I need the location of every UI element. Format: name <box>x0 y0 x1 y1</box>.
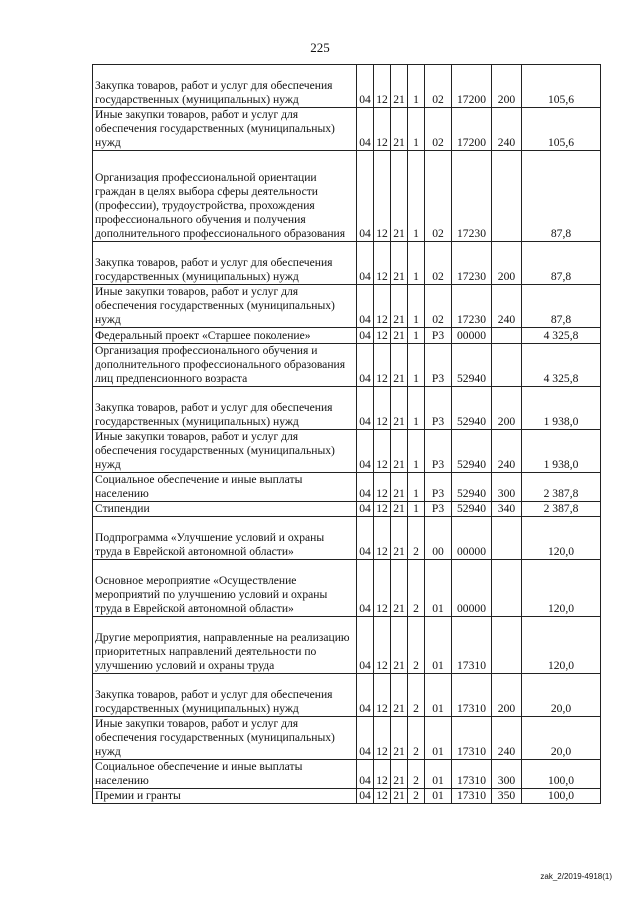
table-row <box>93 717 601 760</box>
code-section: 04 <box>357 328 374 344</box>
code-subprogram: 1 <box>408 151 425 242</box>
row-amount: 2 387,8 <box>522 473 601 502</box>
row-name: Федеральный проект «Старшее поколение» <box>93 328 357 344</box>
table-row <box>93 617 601 674</box>
code-subsection: 12 <box>374 344 391 387</box>
table-row <box>93 560 601 617</box>
code-event: 02 <box>425 65 452 108</box>
code-expense-type: 200 <box>492 674 522 717</box>
table-row <box>93 108 601 151</box>
code-expense-type: 240 <box>492 108 522 151</box>
code-subprogram: 1 <box>408 502 425 517</box>
row-name: Закупка товаров, работ и услуг для обеспечения государственных (муниципальных) нужд <box>93 242 357 285</box>
code-event: P3 <box>425 502 452 517</box>
code-subprogram: 2 <box>408 717 425 760</box>
code-program: 21 <box>391 328 408 344</box>
code-program: 21 <box>391 65 408 108</box>
budget-table <box>92 64 601 804</box>
code-subsection: 12 <box>374 285 391 328</box>
table-row <box>93 387 601 430</box>
code-expense-type <box>492 344 522 387</box>
code-program: 21 <box>391 789 408 804</box>
code-subprogram: 1 <box>408 242 425 285</box>
code-section: 04 <box>357 151 374 242</box>
code-program: 21 <box>391 560 408 617</box>
code-section: 04 <box>357 517 374 560</box>
row-name: Подпрограмма «Улучшение условий и охраны труда в Еврейской автономной области» <box>93 517 357 560</box>
code-subsection: 12 <box>374 789 391 804</box>
code-direction: 17230 <box>452 151 492 242</box>
code-event: 02 <box>425 108 452 151</box>
row-name: Иные закупки товаров, работ и услуг для обеспечения государственных (муниципальных) нужд <box>93 108 357 151</box>
code-event: 01 <box>425 617 452 674</box>
code-subsection: 12 <box>374 560 391 617</box>
row-amount: 87,8 <box>522 151 601 242</box>
table-row <box>93 430 601 473</box>
row-amount: 87,8 <box>522 285 601 328</box>
code-event: 01 <box>425 560 452 617</box>
code-direction: 17230 <box>452 285 492 328</box>
row-name: Другие мероприятия, направленные на реализацию приоритетных направлений деятельности по улучшению условий и охраны труда <box>93 617 357 674</box>
code-direction: 52940 <box>452 430 492 473</box>
row-name: Организация профессиональной ориентации граждан в целях выбора сферы деятельности (профессии), трудоустройства, прохождения профессионального обучения и получения дополнительного профессионального образования <box>93 151 357 242</box>
code-event: 01 <box>425 789 452 804</box>
code-section: 04 <box>357 285 374 328</box>
code-subsection: 12 <box>374 328 391 344</box>
code-direction: 17200 <box>452 65 492 108</box>
code-expense-type: 300 <box>492 473 522 502</box>
code-event: P3 <box>425 387 452 430</box>
code-section: 04 <box>357 242 374 285</box>
code-section: 04 <box>357 430 374 473</box>
table-row <box>93 674 601 717</box>
code-subsection: 12 <box>374 242 391 285</box>
code-event: P3 <box>425 328 452 344</box>
code-subprogram: 1 <box>408 344 425 387</box>
code-direction: 00000 <box>452 517 492 560</box>
code-section: 04 <box>357 344 374 387</box>
code-expense-type <box>492 617 522 674</box>
row-name: Премии и гранты <box>93 789 357 804</box>
row-amount: 105,6 <box>522 108 601 151</box>
code-event: 02 <box>425 151 452 242</box>
document-code: zak_2/2019-4918(1) <box>540 872 612 881</box>
row-amount: 120,0 <box>522 560 601 617</box>
code-direction: 17310 <box>452 789 492 804</box>
code-event: P3 <box>425 430 452 473</box>
code-program: 21 <box>391 242 408 285</box>
code-subprogram: 1 <box>408 108 425 151</box>
row-name: Стипендии <box>93 502 357 517</box>
code-expense-type <box>492 560 522 617</box>
code-subprogram: 2 <box>408 789 425 804</box>
code-event: P3 <box>425 344 452 387</box>
code-program: 21 <box>391 674 408 717</box>
code-section: 04 <box>357 65 374 108</box>
row-amount: 2 387,8 <box>522 502 601 517</box>
code-section: 04 <box>357 674 374 717</box>
code-subsection: 12 <box>374 674 391 717</box>
code-section: 04 <box>357 108 374 151</box>
table-row <box>93 328 601 344</box>
row-name: Закупка товаров, работ и услуг для обеспечения государственных (муниципальных) нужд <box>93 387 357 430</box>
code-subprogram: 2 <box>408 674 425 717</box>
row-name: Организация профессионального обучения и дополнительного профессионального образования лиц предпенсионного возраста <box>93 344 357 387</box>
code-subprogram: 1 <box>408 387 425 430</box>
table-row <box>93 760 601 789</box>
code-section: 04 <box>357 387 374 430</box>
table-row <box>93 151 601 242</box>
code-expense-type <box>492 328 522 344</box>
code-event: 01 <box>425 717 452 760</box>
code-subsection: 12 <box>374 473 391 502</box>
code-section: 04 <box>357 760 374 789</box>
row-amount: 120,0 <box>522 617 601 674</box>
code-subsection: 12 <box>374 760 391 789</box>
table-row <box>93 502 601 517</box>
code-program: 21 <box>391 151 408 242</box>
code-subsection: 12 <box>374 617 391 674</box>
code-subprogram: 1 <box>408 430 425 473</box>
row-amount: 20,0 <box>522 674 601 717</box>
code-expense-type: 240 <box>492 430 522 473</box>
code-subprogram: 2 <box>408 760 425 789</box>
code-program: 21 <box>391 344 408 387</box>
code-subsection: 12 <box>374 717 391 760</box>
code-subsection: 12 <box>374 108 391 151</box>
code-event: 02 <box>425 242 452 285</box>
code-section: 04 <box>357 560 374 617</box>
code-expense-type: 240 <box>492 285 522 328</box>
code-subsection: 12 <box>374 387 391 430</box>
code-program: 21 <box>391 430 408 473</box>
row-amount: 100,0 <box>522 760 601 789</box>
code-direction: 17310 <box>452 617 492 674</box>
code-expense-type: 200 <box>492 242 522 285</box>
code-subprogram: 1 <box>408 328 425 344</box>
code-direction: 52940 <box>452 344 492 387</box>
table-row <box>93 65 601 108</box>
code-subprogram: 2 <box>408 517 425 560</box>
row-name: Социальное обеспечение и иные выплаты населению <box>93 760 357 789</box>
code-expense-type: 200 <box>492 65 522 108</box>
row-amount: 105,6 <box>522 65 601 108</box>
code-event: 00 <box>425 517 452 560</box>
code-program: 21 <box>391 617 408 674</box>
code-direction: 52940 <box>452 502 492 517</box>
row-amount: 4 325,8 <box>522 344 601 387</box>
code-program: 21 <box>391 108 408 151</box>
row-name: Иные закупки товаров, работ и услуг для обеспечения государственных (муниципальных) нужд <box>93 430 357 473</box>
code-direction: 17310 <box>452 760 492 789</box>
code-program: 21 <box>391 717 408 760</box>
row-name: Иные закупки товаров, работ и услуг для обеспечения государственных (муниципальных) нужд <box>93 285 357 328</box>
table-row <box>93 473 601 502</box>
code-program: 21 <box>391 387 408 430</box>
row-name: Основное мероприятие «Осуществление мероприятий по улучшению условий и охраны труда в Еврейской автономной области» <box>93 560 357 617</box>
code-event: 01 <box>425 760 452 789</box>
row-name: Закупка товаров, работ и услуг для обеспечения государственных (муниципальных) нужд <box>93 65 357 108</box>
table-row <box>93 285 601 328</box>
row-amount: 1 938,0 <box>522 430 601 473</box>
code-direction: 17230 <box>452 242 492 285</box>
code-subsection: 12 <box>374 151 391 242</box>
code-section: 04 <box>357 473 374 502</box>
code-subsection: 12 <box>374 65 391 108</box>
code-expense-type <box>492 151 522 242</box>
code-event: P3 <box>425 473 452 502</box>
code-section: 04 <box>357 617 374 674</box>
code-expense-type: 350 <box>492 789 522 804</box>
code-subsection: 12 <box>374 517 391 560</box>
code-section: 04 <box>357 502 374 517</box>
row-amount: 120,0 <box>522 517 601 560</box>
code-direction: 00000 <box>452 560 492 617</box>
row-amount: 1 938,0 <box>522 387 601 430</box>
page-number: 225 <box>310 40 330 55</box>
code-subsection: 12 <box>374 502 391 517</box>
table-row <box>93 242 601 285</box>
code-expense-type: 340 <box>492 502 522 517</box>
code-expense-type: 200 <box>492 387 522 430</box>
code-program: 21 <box>391 517 408 560</box>
code-direction: 52940 <box>452 473 492 502</box>
code-direction: 17310 <box>452 717 492 760</box>
row-name: Закупка товаров, работ и услуг для обеспечения государственных (муниципальных) нужд <box>93 674 357 717</box>
code-direction: 52940 <box>452 387 492 430</box>
table-row <box>93 789 601 804</box>
code-subprogram: 2 <box>408 560 425 617</box>
code-direction: 17200 <box>452 108 492 151</box>
row-name: Иные закупки товаров, работ и услуг для обеспечения государственных (муниципальных) нужд <box>93 717 357 760</box>
code-subprogram: 1 <box>408 65 425 108</box>
code-section: 04 <box>357 717 374 760</box>
code-direction: 00000 <box>452 328 492 344</box>
code-subprogram: 1 <box>408 285 425 328</box>
row-amount: 100,0 <box>522 789 601 804</box>
code-section: 04 <box>357 789 374 804</box>
code-program: 21 <box>391 502 408 517</box>
code-direction: 17310 <box>452 674 492 717</box>
code-expense-type <box>492 517 522 560</box>
code-program: 21 <box>391 285 408 328</box>
budget-table-body <box>93 65 601 804</box>
row-amount: 20,0 <box>522 717 601 760</box>
code-program: 21 <box>391 760 408 789</box>
code-expense-type: 300 <box>492 760 522 789</box>
code-subprogram: 2 <box>408 617 425 674</box>
row-amount: 4 325,8 <box>522 328 601 344</box>
code-event: 01 <box>425 674 452 717</box>
row-amount: 87,8 <box>522 242 601 285</box>
code-subprogram: 1 <box>408 473 425 502</box>
code-expense-type: 240 <box>492 717 522 760</box>
table-row <box>93 344 601 387</box>
row-name: Социальное обеспечение и иные выплаты населению <box>93 473 357 502</box>
code-subsection: 12 <box>374 430 391 473</box>
table-row <box>93 517 601 560</box>
code-program: 21 <box>391 473 408 502</box>
code-event: 02 <box>425 285 452 328</box>
